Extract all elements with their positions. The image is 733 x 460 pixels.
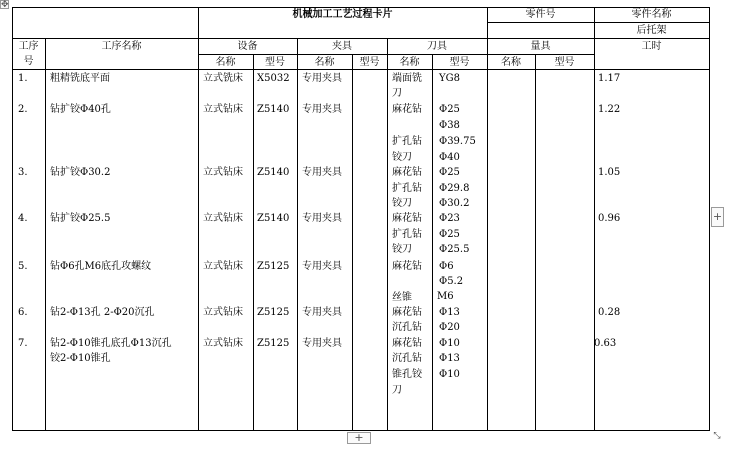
- add-row-plus-icon[interactable]: +: [347, 432, 371, 444]
- row4-cutter-name-3: 铰刀: [392, 244, 412, 255]
- row1-cutter-name-2: 刀: [392, 88, 402, 99]
- row1-cutter-name-1: 端面铣: [392, 73, 422, 84]
- subheader-fixture-model: 型号: [359, 57, 380, 68]
- row7-fixture-name: 专用夹具: [302, 338, 342, 349]
- row3-equip-model: Z5140: [257, 167, 290, 178]
- row7-name-2: 铰2-Φ10锥孔: [50, 353, 111, 364]
- row7-name-1: 钻2-Φ10锥孔底孔Φ13沉孔: [50, 338, 172, 349]
- row2-time: 1.22: [598, 104, 621, 115]
- row2-equip-model: Z5140: [257, 104, 290, 115]
- header-step-no: 工序: [18, 41, 39, 52]
- row4-cutter-model-1: Φ23: [439, 213, 460, 224]
- row2-cutter-model-3: Φ39.75: [439, 136, 476, 147]
- header-step-no-2: 号: [23, 56, 34, 67]
- subheader-cutter-name: 名称: [399, 57, 420, 68]
- row7-equip-name: 立式钻床: [203, 338, 243, 349]
- row7-cutter-name-2: 沉孔钻: [392, 353, 422, 364]
- row2-no: 2.: [18, 104, 28, 115]
- row4-cutter-model-3: Φ25.5: [439, 244, 470, 255]
- row6-cutter-name-2: 沉孔钻: [392, 322, 422, 333]
- row4-time: 0.96: [598, 213, 621, 224]
- row7-equip-model: Z5125: [257, 338, 290, 349]
- row5-cutter-name-3: 丝锥: [392, 292, 412, 303]
- row7-no: 7.: [18, 338, 28, 349]
- row2-equip-name: 立式钻床: [203, 104, 243, 115]
- row3-equip-name: 立式钻床: [203, 167, 243, 178]
- subheader-gauge-name: 名称: [501, 57, 521, 68]
- row1-no: 1.: [18, 73, 28, 84]
- row3-cutter-name-1: 麻花钻: [392, 167, 422, 178]
- row3-cutter-model-3: Φ30.2: [439, 198, 470, 209]
- row6-no: 6.: [18, 307, 28, 318]
- row5-equip-name: 立式钻床: [203, 261, 243, 272]
- table-resize-handle-icon[interactable]: ⤡: [713, 431, 721, 441]
- subheader-equip-name: 名称: [215, 57, 236, 68]
- subheader-fixture-name: 名称: [314, 57, 335, 68]
- row3-cutter-name-2: 扩孔钻: [392, 183, 422, 194]
- row1-equip-name: 立式铣床: [203, 73, 243, 84]
- row4-fixture-name: 专用夹具: [302, 213, 342, 224]
- row6-equip-model: Z5125: [257, 307, 290, 318]
- row5-no: 5.: [18, 261, 28, 272]
- header-equipment: 设备: [237, 41, 258, 52]
- row4-cutter-name-1: 麻花钻: [392, 213, 422, 224]
- header-work-time: 工时: [641, 41, 662, 52]
- row1-cutter-model-1: YG8: [439, 73, 460, 84]
- row3-time: 1.05: [598, 167, 621, 178]
- row7-cutter-model-2: Φ13: [439, 353, 460, 364]
- row2-cutter-name-1: 麻花钻: [392, 104, 422, 115]
- row1-fixture-name: 专用夹具: [302, 73, 342, 84]
- row3-cutter-model-2: Φ29.8: [439, 183, 470, 194]
- row2-cutter-name-3: 扩孔钻: [392, 136, 422, 147]
- row2-cutter-model-1: Φ25: [439, 104, 460, 115]
- row3-cutter-model-1: Φ25: [439, 167, 460, 178]
- subheader-cutter-model: 型号: [449, 57, 470, 68]
- row2-fixture-name: 专用夹具: [302, 104, 342, 115]
- row7-cutter-name-1: 麻花钻: [392, 338, 422, 349]
- row4-name: 钻扩铰Φ25.5: [50, 213, 111, 224]
- row3-fixture-name: 专用夹具: [302, 167, 342, 178]
- row4-no: 4.: [18, 213, 28, 224]
- header-step-name: 工序名称: [101, 41, 142, 52]
- row6-time: 0.28: [598, 307, 621, 318]
- row3-cutter-name-3: 铰刀: [392, 198, 412, 209]
- row7-cutter-model-1: Φ10: [439, 338, 460, 349]
- row6-equip-name: 立式钻床: [203, 307, 243, 318]
- row1-time: 1.17: [598, 73, 621, 84]
- row4-cutter-model-2: Φ25: [439, 229, 460, 240]
- subheader-gauge-model: 型号: [554, 57, 575, 68]
- row7-cutter-model-3: Φ10: [439, 369, 460, 380]
- table-move-handle-icon[interactable]: ✥: [1, 0, 9, 10]
- row3-no: 3.: [18, 167, 28, 178]
- header-gauge: 量具: [530, 41, 551, 52]
- subheader-equip-model: 型号: [265, 57, 285, 68]
- row7-cutter-name-3: 锥孔铰: [392, 369, 422, 380]
- row6-name: 钻2-Φ13孔 2-Φ20沉孔: [50, 307, 155, 318]
- row5-cutter-model-3: M6: [437, 291, 454, 302]
- row5-cutter-model-1: Φ6: [439, 261, 454, 272]
- row5-equip-model: Z5125: [257, 261, 290, 272]
- row4-cutter-name-2: 扩孔钻: [392, 229, 422, 240]
- row5-name: 钻Φ6孔M6底孔攻螺纹: [50, 261, 152, 272]
- part-name-label: 零件名称: [631, 9, 672, 20]
- row7-time: 0.63: [594, 338, 617, 349]
- row1-equip-model: X5032: [257, 73, 290, 84]
- header-cutter: 刀具: [427, 41, 447, 52]
- row2-name: 钻扩铰Φ40孔: [50, 104, 111, 115]
- row2-cutter-name-4: 铰刀: [392, 152, 412, 163]
- row1-name: 粗精铣底平面: [50, 73, 110, 84]
- row5-fixture-name: 专用夹具: [302, 261, 342, 272]
- header-fixture: 夹具: [332, 41, 352, 52]
- row2-cutter-model-4: Φ40: [439, 152, 460, 163]
- card-title: 机械加工工艺过程卡片: [292, 9, 393, 20]
- part-name-value: 后托架: [636, 25, 667, 36]
- row5-cutter-name-1: 麻花钻: [392, 261, 422, 272]
- add-column-plus-icon[interactable]: +: [711, 207, 724, 227]
- row6-cutter-name-1: 麻花钻: [392, 307, 422, 318]
- row4-equip-model: Z5140: [257, 213, 290, 224]
- row4-equip-name: 立式钻床: [203, 213, 243, 224]
- row6-cutter-model-1: Φ13: [439, 307, 460, 318]
- row6-cutter-model-2: Φ20: [439, 322, 460, 333]
- part-number-label: 零件号: [525, 9, 556, 20]
- row5-cutter-model-2: Φ5.2: [439, 276, 464, 287]
- row6-fixture-name: 专用夹具: [302, 307, 342, 318]
- row7-cutter-name-4: 刀: [392, 385, 402, 396]
- row2-cutter-model-2: Φ38: [439, 120, 460, 131]
- row3-name: 钻扩铰Φ30.2: [50, 167, 111, 178]
